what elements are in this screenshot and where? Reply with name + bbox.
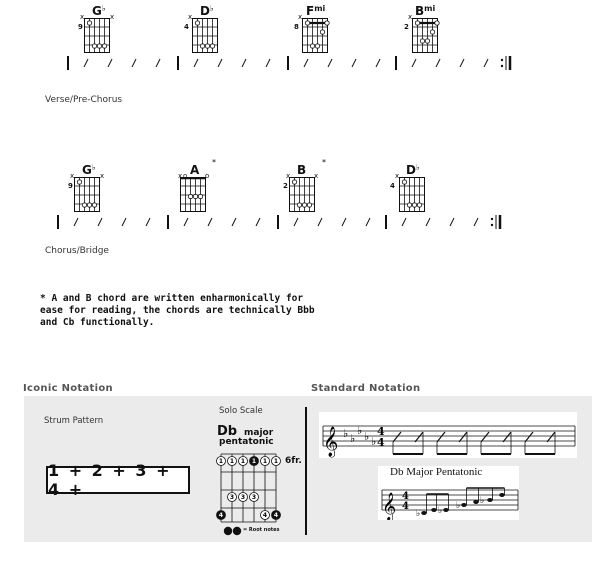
fret-number: 4 — [184, 23, 189, 31]
section-label: Verse/Pre-Chorus — [45, 95, 123, 105]
fret-number: 2 — [283, 182, 288, 190]
chord-diagram — [412, 18, 444, 54]
svg-text:♭: ♭ — [480, 496, 485, 506]
chord-accidental: ♭ — [209, 4, 214, 13]
footnote-star: * — [322, 158, 326, 167]
slash-measures — [62, 54, 522, 74]
mute-marker: x — [188, 13, 193, 21]
chord-root: B — [415, 4, 425, 18]
svg-text:♭: ♭ — [456, 501, 461, 511]
chord-root: G — [92, 4, 102, 18]
svg-text:♭: ♭ — [364, 430, 370, 443]
open-marker: o — [205, 172, 210, 180]
root-note-legend-icon — [223, 525, 243, 537]
svg-text:♭: ♭ — [438, 506, 443, 516]
chord-name — [415, 4, 435, 18]
svg-text:♭: ♭ — [416, 509, 421, 519]
chord-diagram — [74, 177, 104, 213]
svg-text:1: 1 — [273, 458, 279, 465]
mute-marker: x — [80, 13, 85, 21]
chord-root: F — [306, 4, 315, 18]
chord-root: D — [406, 163, 416, 177]
chord-name — [200, 4, 214, 18]
chord-name — [297, 163, 306, 177]
chord-quality: mi — [314, 4, 326, 13]
svg-text:4: 4 — [218, 512, 224, 519]
svg-text:1: 1 — [218, 458, 224, 465]
fret-number: 9 — [78, 23, 83, 31]
strum-pattern-box — [46, 461, 190, 499]
mute-marker: x — [286, 172, 291, 180]
mute-marker: x — [70, 172, 75, 180]
strum-pattern-text: 1 + 2 + 3 + 4 + — [48, 461, 172, 499]
svg-text:♭: ♭ — [357, 424, 363, 437]
time-signature-bottom: 4 — [377, 436, 385, 449]
chord-name — [306, 4, 325, 18]
chord-quality: mi — [424, 4, 436, 13]
chord-name — [406, 163, 420, 177]
chord-name — [190, 163, 199, 177]
strum-rhythm-staff — [319, 412, 577, 458]
svg-text:1: 1 — [262, 458, 268, 465]
chord-root: A — [190, 163, 200, 177]
fret-position-marker: 6fr. — [285, 456, 302, 466]
mute-marker: x — [110, 13, 115, 21]
chord-name — [92, 4, 106, 18]
panel-divider — [305, 407, 307, 535]
svg-text:♭: ♭ — [371, 435, 377, 448]
svg-text:1: 1 — [240, 458, 246, 465]
svg-text:♭: ♭ — [350, 432, 356, 445]
time-signature-bottom: 4 — [402, 501, 409, 512]
fret-number: 2 — [404, 23, 409, 31]
fret-number: 4 — [390, 182, 395, 190]
solo-scale-label: Solo Scale — [219, 406, 263, 416]
fret-number: 9 — [68, 182, 73, 190]
footnote-star: * — [212, 158, 216, 167]
svg-text:1: 1 — [229, 458, 235, 465]
strum-pattern-label: Strum Pattern — [44, 416, 104, 426]
svg-text:4: 4 — [273, 512, 279, 519]
chord-root: D — [200, 4, 210, 18]
svg-text:♭: ♭ — [343, 427, 349, 440]
mute-marker: x — [395, 172, 400, 180]
scale-staff — [380, 478, 520, 520]
root-note-caption: = Root notes — [243, 527, 280, 533]
standard-notation-heading: Standard Notation — [311, 383, 421, 394]
chord-diagram — [302, 18, 332, 54]
treble-clef-icon: 𝄞 — [323, 427, 339, 457]
time-signature-top: 4 — [377, 425, 385, 438]
chord-accidental: ♭ — [415, 163, 420, 172]
chord-diagram — [289, 177, 319, 213]
chord-root: G — [82, 163, 92, 177]
treble-clef-icon: 𝄞 — [382, 492, 397, 520]
fret-number: 8 — [294, 23, 299, 31]
scale-subtitle-2: pentatonic — [219, 437, 274, 447]
svg-text:4: 4 — [262, 512, 268, 519]
mute-marker: x — [298, 13, 303, 21]
chord-accidental: ♭ — [91, 163, 96, 172]
svg-text:1: 1 — [251, 458, 257, 465]
chord-accidental: ♭ — [101, 4, 106, 13]
footnote: * A and B chord are written enharmonically for ease for reading, the chords are technically Bbb and Cb functionally. — [40, 293, 315, 328]
iconic-notation-heading: Iconic Notation — [23, 383, 113, 394]
chord-root: B — [297, 163, 307, 177]
chord-diagram — [180, 177, 210, 213]
slash-measures — [52, 213, 512, 233]
chord-name — [82, 163, 96, 177]
svg-text:3: 3 — [229, 494, 235, 501]
scale-diagram — [214, 450, 286, 528]
scale-subtitle-1: major — [244, 428, 274, 438]
chord-diagram — [192, 18, 222, 54]
svg-text:3: 3 — [240, 494, 246, 501]
mute-marker: x — [408, 13, 413, 21]
scale-title: Db — [217, 424, 238, 439]
scale-staff-title: Db Major Pentatonic — [390, 466, 483, 478]
mute-marker: x — [100, 172, 105, 180]
open-marker: o — [183, 172, 188, 180]
section-label: Chorus/Bridge — [45, 246, 109, 256]
time-signature-top: 4 — [402, 491, 409, 502]
mute-marker: x — [314, 172, 319, 180]
chord-diagram — [399, 177, 429, 213]
chord-diagram — [84, 18, 114, 54]
svg-text:3: 3 — [251, 494, 257, 501]
mute-marker: x — [178, 172, 183, 180]
